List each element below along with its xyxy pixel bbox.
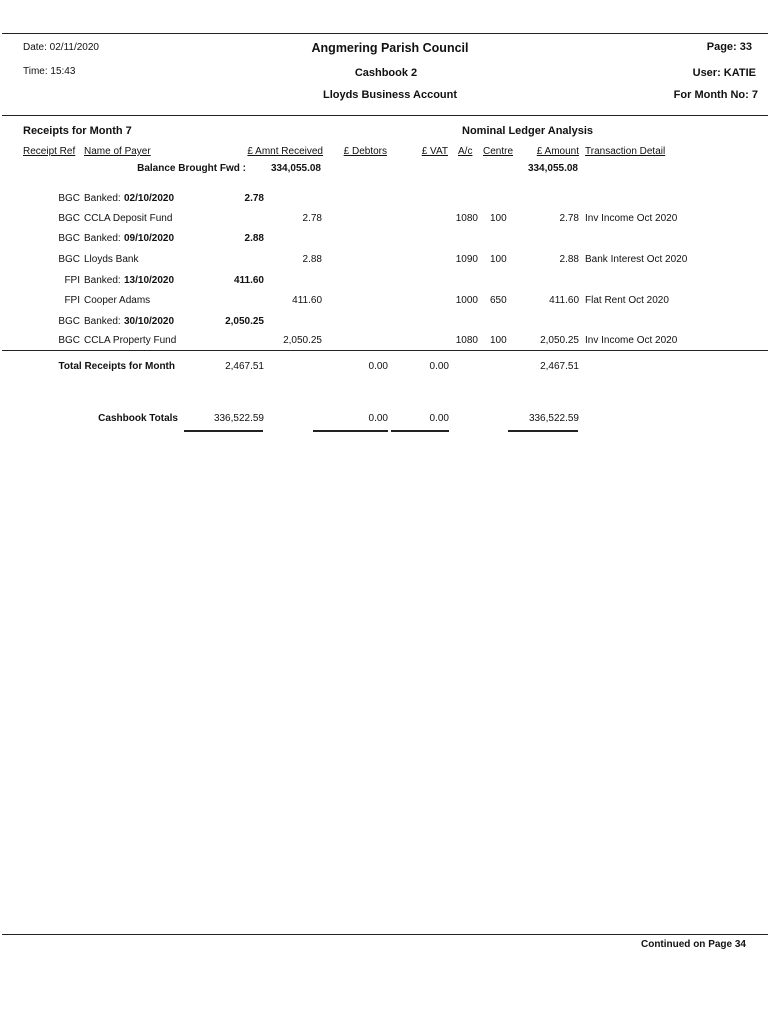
ledger-amount: 411.60 (549, 295, 579, 306)
page-number: Page: 33 (706, 41, 752, 53)
transaction-detail: Inv Income Oct 2020 (585, 213, 678, 224)
banked-label: Banked: (84, 316, 121, 327)
col-ac: A/c (458, 146, 473, 157)
report-date: Date: 02/11/2020 (23, 42, 99, 53)
ledger-amount: 2.78 (559, 213, 579, 224)
user-name: User: KATIE (692, 67, 756, 79)
banked-label: Banked: (84, 275, 121, 286)
receipt-ref: BGC (58, 254, 80, 265)
receipt-ref: FPI (64, 275, 80, 286)
receipt-ref: BGC (58, 316, 80, 327)
col-centre: Centre (483, 146, 514, 157)
total-underline-debtors (313, 430, 388, 432)
cashbook-total-amount: 336,522.59 (528, 413, 579, 424)
cost-centre: 100 (490, 335, 507, 346)
month-total-vat: 0.00 (429, 361, 449, 372)
banked-date: 09/10/2020 (124, 233, 175, 244)
month-total-debtors: 0.00 (368, 361, 388, 372)
transaction-detail: Flat Rent Oct 2020 (585, 295, 669, 306)
receipt-ref: BGC (58, 213, 80, 224)
receipt-ref: BGC (58, 233, 80, 244)
month-total-amount: 2,467.51 (540, 361, 579, 372)
nominal-ledger-title: Nominal Ledger Analysis (462, 125, 594, 137)
ledger-account: 1080 (455, 335, 478, 346)
col-amount: £ Amount (536, 146, 579, 157)
receipt-ref: FPI (64, 295, 80, 306)
month-number: For Month No: 7 (673, 89, 758, 101)
banked-total: 2,050.25 (225, 316, 264, 327)
banked-date: 13/10/2020 (124, 275, 175, 286)
banked-total: 2.78 (244, 193, 264, 204)
ledger-amount: 2,050.25 (540, 335, 579, 346)
account-name: Lloyds Business Account (322, 89, 458, 101)
total-underline-vat (391, 430, 449, 432)
col-amnt-received: £ Amnt Received (247, 146, 323, 157)
header-rule (2, 115, 768, 116)
continued-note: Continued on Page 34 (640, 939, 746, 950)
banked-label: Banked: (84, 233, 121, 244)
total-underline-received (184, 430, 263, 432)
ledger-account: 1080 (455, 213, 478, 224)
amount-received: 411.60 (292, 295, 322, 306)
cashbook-total-vat: 0.00 (429, 413, 449, 424)
balance-received: 334,055.08 (270, 163, 321, 174)
ledger-account: 1000 (455, 295, 478, 306)
cashbook-total-received: 336,522.59 (213, 413, 264, 424)
balance-label: Balance Brought Fwd : (137, 163, 246, 174)
cost-centre: 650 (490, 295, 507, 306)
col-payer: Name of Payer (84, 146, 151, 157)
col-transaction-detail: Transaction Detail (585, 146, 666, 157)
receipt-ref: BGC (58, 193, 80, 204)
col-debtors: £ Debtors (343, 146, 387, 157)
banked-total: 2.88 (244, 233, 264, 244)
payer-name: CCLA Deposit Fund (84, 213, 173, 224)
section-title: Receipts for Month 7 (23, 125, 132, 137)
transaction-detail: Bank Interest Oct 2020 (585, 254, 688, 265)
cashbook-totals-label: Cashbook Totals (98, 413, 178, 424)
month-total-label: Total Receipts for Month (58, 361, 175, 372)
footer-rule (2, 934, 768, 935)
amount-received: 2.88 (302, 254, 322, 265)
payer-name: CCLA Property Fund (84, 335, 177, 346)
report-time: Time: 15:43 (23, 66, 76, 77)
amount-received: 2.78 (302, 213, 322, 224)
balance-amount: 334,055.08 (527, 163, 578, 174)
banked-date: 02/10/2020 (124, 193, 175, 204)
col-vat: £ VAT (421, 146, 448, 157)
transaction-detail: Inv Income Oct 2020 (585, 335, 678, 346)
table-end-rule (2, 350, 768, 351)
col-receipt-ref: Receipt Ref (23, 146, 76, 157)
cashbook-name: Cashbook 2 (354, 67, 418, 79)
amount-received: 2,050.25 (283, 335, 322, 346)
banked-label: Banked: (84, 193, 121, 204)
payer-name: Lloyds Bank (84, 254, 139, 265)
payer-name: Cooper Adams (84, 295, 151, 306)
organisation-name: Angmering Parish Council (311, 41, 469, 55)
total-underline-amount (508, 430, 578, 432)
cashbook-total-debtors: 0.00 (368, 413, 388, 424)
banked-total: 411.60 (233, 275, 264, 286)
month-total-received: 2,467.51 (225, 361, 264, 372)
top-rule (2, 33, 768, 34)
ledger-account: 1090 (455, 254, 478, 265)
ledger-amount: 2.88 (559, 254, 579, 265)
cost-centre: 100 (490, 213, 507, 224)
receipt-ref: BGC (58, 335, 80, 346)
banked-date: 30/10/2020 (124, 316, 175, 327)
cost-centre: 100 (490, 254, 507, 265)
